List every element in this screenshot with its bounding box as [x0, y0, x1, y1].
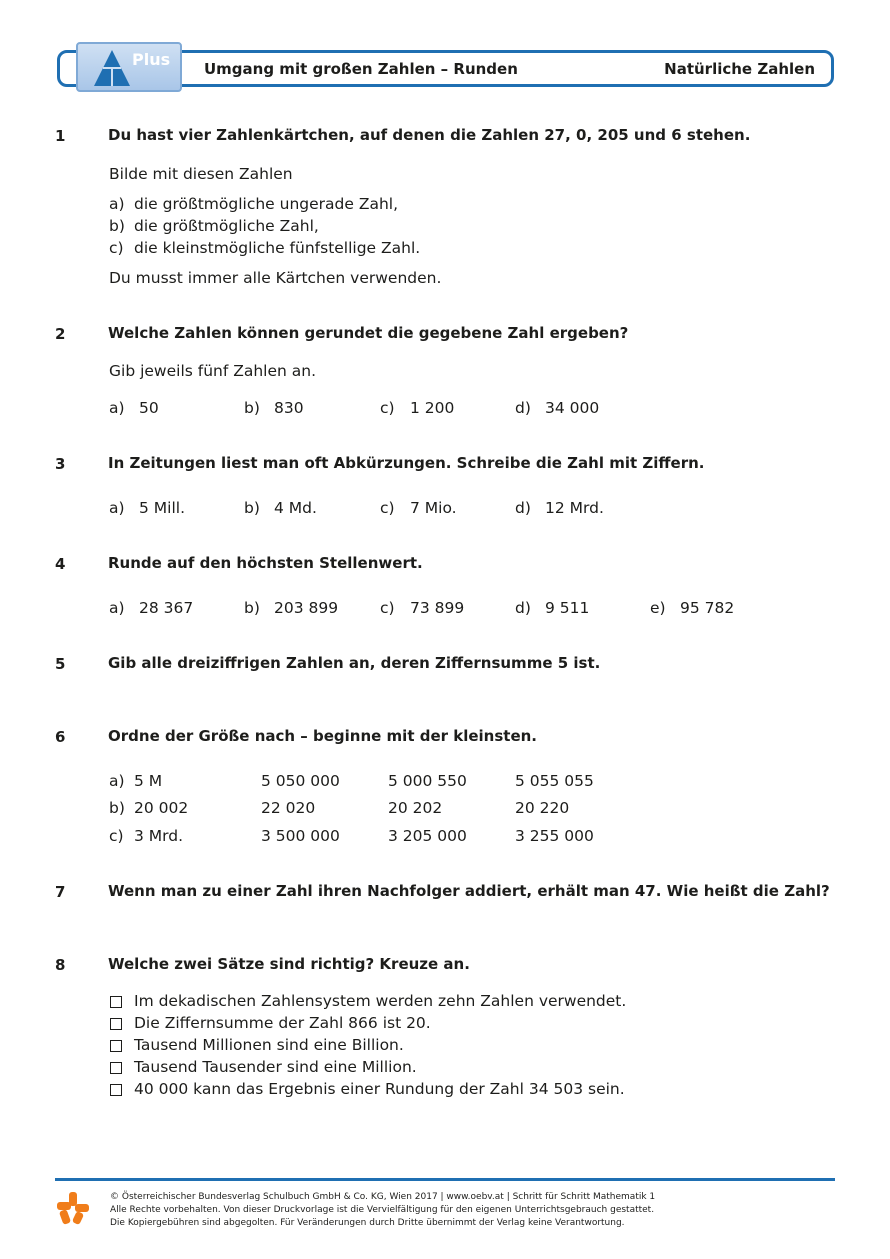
task-number: 5	[55, 655, 66, 673]
statement-checkbox[interactable]	[110, 1040, 122, 1052]
task-number: 6	[55, 728, 66, 746]
row-value: 3 205 000	[388, 827, 467, 845]
statement-text: Die Ziffernsumme der Zahl 866 ist 20.	[134, 1014, 431, 1032]
item-label: a)	[109, 195, 125, 213]
statement-checkbox[interactable]	[110, 996, 122, 1008]
item-label: c)	[380, 499, 395, 517]
footer-divider	[55, 1178, 835, 1181]
item-value: 830	[274, 399, 304, 417]
task-question: Ordne der Größe nach – beginne mit der kleinsten.	[108, 727, 538, 745]
task-note: Du musst immer alle Kärtchen verwenden.	[109, 269, 442, 287]
topic-title: Natürliche Zahlen	[664, 60, 815, 78]
statement-checkbox[interactable]	[110, 1062, 122, 1074]
row-value: 20 220	[515, 799, 570, 817]
item-text: die kleinstmögliche fünfstellige Zahl.	[134, 239, 421, 257]
task-question: Du hast vier Zahlenkärtchen, auf denen die Zahlen 27, 0, 205 und 6 stehen.	[108, 126, 751, 144]
footer-copyright: © Österreichischer Bundesverlag Schulbuch GmbH & Co. KG, Wien 2017 | www.oebv.at | Schritt für Schritt Mathematik 1	[110, 1192, 656, 1202]
plus-badge	[76, 42, 182, 92]
row-value: 20 002	[134, 799, 189, 817]
task-number: 1	[55, 127, 66, 145]
task-number: 3	[55, 455, 66, 473]
item-label: b)	[244, 399, 260, 417]
item-value: 4 Md.	[274, 499, 317, 517]
statement-text: Tausend Millionen sind eine Billion.	[134, 1036, 404, 1054]
item-label: b)	[109, 217, 125, 235]
footer-rights: Alle Rechte vorbehalten. Von dieser Druckvorlage ist die Vervielfältigung für den eigenen Unterrichtsgebrauch gestattet.	[110, 1205, 655, 1215]
task-question: Runde auf den höchsten Stellenwert.	[108, 554, 423, 572]
row-value: 5 000 550	[388, 772, 467, 790]
item-label: b)	[244, 599, 260, 617]
task-question: Welche zwei Sätze sind richtig? Kreuze an.	[108, 955, 470, 973]
statement-checkbox[interactable]	[110, 1018, 122, 1030]
item-label: d)	[515, 499, 531, 517]
item-text: die größtmögliche Zahl,	[134, 217, 319, 235]
item-text: die größtmögliche ungerade Zahl,	[134, 195, 399, 213]
item-value: 7 Mio.	[410, 499, 457, 517]
task-question: In Zeitungen liest man oft Abkürzungen. Schreibe die Zahl mit Ziffern.	[108, 454, 705, 472]
task-intro: Gib jeweils fünf Zahlen an.	[109, 362, 317, 380]
task-question: Welche Zahlen können gerundet die gegebene Zahl ergeben?	[108, 324, 629, 342]
statement-text: Tausend Tausender sind eine Million.	[134, 1058, 417, 1076]
task-question: Gib alle dreiziffrigen Zahlen an, deren Ziffernsumme 5 ist.	[108, 654, 601, 672]
row-label: c)	[109, 827, 124, 845]
item-label: b)	[244, 499, 260, 517]
item-label: c)	[380, 599, 395, 617]
item-value: 1 200	[410, 399, 455, 417]
item-label: a)	[109, 399, 125, 417]
task-number: 8	[55, 956, 66, 974]
item-value: 34 000	[545, 399, 600, 417]
row-value: 5 M	[134, 772, 163, 790]
task-number: 7	[55, 883, 66, 901]
statement-text: Im dekadischen Zahlensystem werden zehn Zahlen verwendet.	[134, 992, 627, 1010]
item-value: 203 899	[274, 599, 339, 617]
row-value: 20 202	[388, 799, 443, 817]
task-number: 4	[55, 555, 66, 573]
item-label: d)	[515, 599, 531, 617]
task-number: 2	[55, 325, 66, 343]
item-value: 28 367	[139, 599, 194, 617]
row-label: a)	[109, 772, 125, 790]
plus-label: Plus	[132, 50, 171, 69]
item-value: 50	[139, 399, 159, 417]
task-intro: Bilde mit diesen Zahlen	[109, 165, 293, 183]
row-value: 3 255 000	[515, 827, 594, 845]
triangle-logo-icon	[92, 48, 132, 88]
item-value: 73 899	[410, 599, 465, 617]
item-label: e)	[650, 599, 666, 617]
row-label: b)	[109, 799, 125, 817]
item-label: c)	[380, 399, 395, 417]
item-label: a)	[109, 599, 125, 617]
item-label: a)	[109, 499, 125, 517]
task-question: Wenn man zu einer Zahl ihren Nachfolger addiert, erhält man 47. Wie heißt die Zahl?	[108, 882, 830, 900]
publisher-logo-icon	[55, 1190, 91, 1226]
item-value: 9 511	[545, 599, 590, 617]
row-value: 5 055 055	[515, 772, 594, 790]
item-value: 5 Mill.	[139, 499, 186, 517]
page-title: Umgang mit großen Zahlen – Runden	[204, 60, 518, 78]
item-value: 12 Mrd.	[545, 499, 604, 517]
statement-text: 40 000 kann das Ergebnis einer Rundung der Zahl 34 503 sein.	[134, 1080, 625, 1098]
row-value: 22 020	[261, 799, 316, 817]
item-label: c)	[109, 239, 124, 257]
row-value: 3 Mrd.	[134, 827, 184, 845]
footer-disclaimer: Die Kopiergebühren sind abgegolten. Für Veränderungen durch Dritte übernimmt der Verlag keine Verantwortung.	[110, 1218, 625, 1228]
row-value: 5 050 000	[261, 772, 340, 790]
item-label: d)	[515, 399, 531, 417]
statement-checkbox[interactable]	[110, 1084, 122, 1096]
row-value: 3 500 000	[261, 827, 340, 845]
item-value: 95 782	[680, 599, 735, 617]
